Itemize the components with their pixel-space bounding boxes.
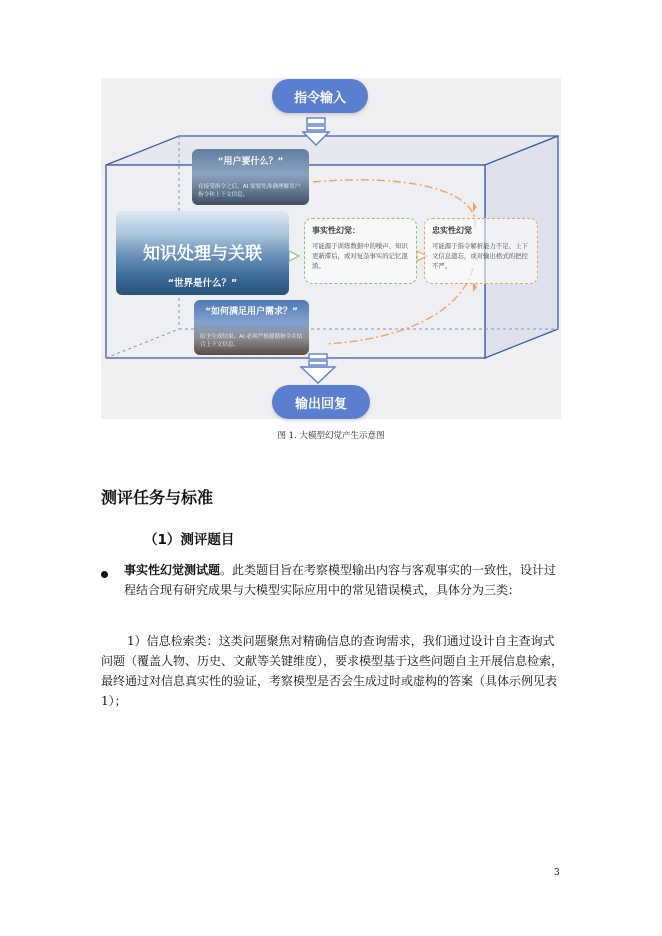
bullet-body: 。此类题目旨在考察模型输出内容与客观事实的一致性，设计过程结合现有研究成果与大模型实际应用中的常见错误模式，具体分为三类： xyxy=(124,563,557,597)
user-needs-title: “用户要什么？” xyxy=(217,157,284,167)
output-reply-label: 输出回复 xyxy=(294,396,347,412)
faithful-hallucination-title: 忠实性幻觉 xyxy=(432,226,472,235)
fulfill-needs-title: “如何满足用户需求？” xyxy=(205,307,298,317)
factual-hallucination-desc: 可能源于训练数据中的噪声、知识更新滞后，或对复杂事实的记忆混淆。 xyxy=(312,242,408,270)
factual-hallucination-box xyxy=(304,218,417,284)
bullet-dot xyxy=(101,565,111,575)
page-number: 3 xyxy=(554,868,560,878)
output-reply-pill xyxy=(272,385,370,419)
hallucination-figure xyxy=(101,78,561,419)
knowledge-title: 知识处理与关联 xyxy=(143,244,262,264)
bullet-paragraph xyxy=(124,560,564,600)
instruction-input-pill xyxy=(272,79,368,113)
subsection-title: （1）测评题目 xyxy=(144,532,235,548)
figure-caption: 图 1. 大模型幻觉产生示意图 xyxy=(277,431,385,441)
bullet-bold-term: 事实性幻觉测试题 xyxy=(124,563,221,577)
factual-hallucination-title: 事实性幻觉： xyxy=(312,226,360,235)
body-paragraph: 1）信息检索类：这类问题聚焦对精确信息的查询需求，我们通过设计自主查询式问题（覆盖人物、历史、文献等关键维度），要求模型基于这些问题自主开展信息检索，最终通过对信息真实性的验证，考察模型是否会生成过时或虚构的答案（具体示例见表 1）； xyxy=(101,634,564,708)
instruction-input-label: 指令输入 xyxy=(293,90,346,106)
knowledge-card xyxy=(116,211,289,295)
knowledge-subtitle: “世界是什么？” xyxy=(167,278,238,289)
user-needs-card xyxy=(192,149,309,205)
section-title: 测评任务与标准 xyxy=(101,488,214,507)
fulfill-needs-desc: 给予生成结果，AI 必须严格遵循指令并结合上下文信息。 xyxy=(200,334,303,348)
faithful-hallucination-desc: 可能源于指令解析能力不足、上下文信息遗忘，或对输出格式的把控不严。 xyxy=(432,242,528,270)
fulfill-needs-card xyxy=(194,300,309,355)
user-needs-desc: 在接受指令之后，AI 需要先准确理解用户指令和上下文信息。 xyxy=(198,184,301,198)
faithful-hallucination-box xyxy=(424,218,538,284)
